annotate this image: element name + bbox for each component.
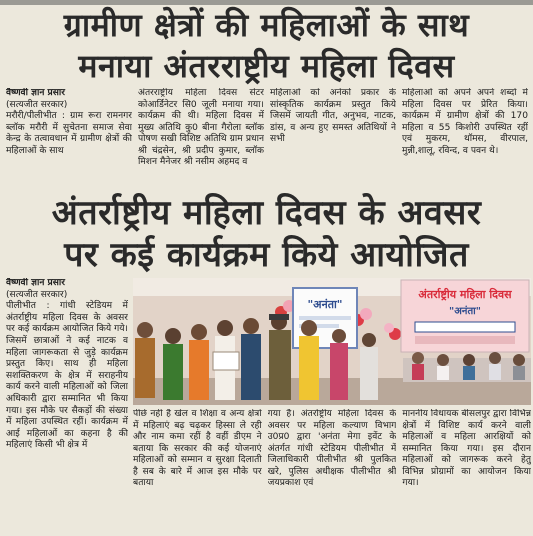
story1-col1-text: मरौरी/पीलीभीत : ग्राम रूरा रामनगर ब्लॉक मरौरी में सुचेतना समाज सेवा केन्द्र के तत्वावधान में ग्रामीण क्षेत्रों की महिलाओं के साथ bbox=[6, 111, 132, 156]
story2-headline-line2: पर कई कार्यक्रम किये आयोजित bbox=[64, 235, 469, 275]
story1-headline-line1: ग्रामीण क्षेत्रों की महिलाओं के साथ bbox=[63, 6, 470, 44]
story1-column-1 bbox=[6, 88, 132, 192]
story2-col3-text: माननीय विधायक बीसलपुर द्वारा विभिन्न क्षेत्रों में विशिष्ट कार्य करने वाली महिलाओं व महिला आरक्षियों को सम्मानित किया गया। इस दौरान महिलाओं को जागरूक करने हेतु विभिन्न प्रोग्रामों का आयोजन किया गया। bbox=[402, 409, 532, 488]
event-photo-illustration bbox=[133, 278, 531, 405]
story1-body bbox=[6, 88, 528, 192]
story1-byline: वैष्णवी ज्ञान प्रसार bbox=[6, 88, 65, 98]
story1-column-4 bbox=[402, 88, 528, 192]
story2-body bbox=[133, 409, 531, 536]
top-edge-strip bbox=[0, 0, 533, 5]
story2-headline-line1: अंतर्राष्ट्रीय महिला दिवस के अवसर bbox=[51, 193, 482, 233]
story2-left-text: पीलीभीत : गांधी स्टेडियम में अंतर्राष्ट्रीय महिला दिवस के अवसर पर कई कार्यक्रम आयोजित किये गये। जिसमें छात्राओं ने कई नाटक व महिला जागरूकता से जुड़े कार्यक्रम प्रस्तुत किए। साथ ही महिला सशक्तिकरण के क्षेत्र में सराहनीय कार्य करने वाली महिलाओं को जिला अधिकारी द्वारा सम्मानित भी किया गया। इस मौके पर सैकड़ों की संख्या में महिला उपस्थित रहीं। कार्यक्रम में आई महिलाओं का कहना है की महिलाएं किसी भी क्षेत्र में bbox=[6, 301, 128, 451]
story1-col4-text: महिलाओं को अपने अपने शब्दों में महिला दिवस पर प्रेरित किया। कार्यक्रम में ग्रामीण क्षेत्रों की 170 महिला व 55 किशोरी उपस्थित रहीं एवं मुकरम, थॉमस, वीरपाल, मुन्नी,शालू, रविन्द, व पवन थे। bbox=[402, 88, 528, 156]
story2-byline-note: (सत्यजीत सरकार) bbox=[6, 289, 68, 300]
story1-col3-text: महिलाओं को अनेकों प्रकार के सांस्कृतिक कार्यक्रम प्रस्तुत किये जिसमें जायती गीत, अनुभव, नाटक, डांस, व अन्य हुए समस्त अतिथियों ने सभी bbox=[270, 88, 396, 144]
story1-byline-note: (सत्यजीत सरकार) bbox=[6, 99, 68, 110]
story1-headline-line2: मनाया अंतरराष्ट्रीय महिला दिवस bbox=[78, 47, 455, 85]
story2-column-3 bbox=[402, 409, 531, 536]
event-banner bbox=[401, 280, 529, 352]
story1-col2-text: अंतरराष्ट्रीय महिला दिवस सेंटर कोआर्डिनेटर सि0 जूली मनाया गया। कार्यक्रम की थी। महिला दिवस में मुख्य अतिथि कु0 बीना गैरोला ब्लॉक पोषण सखी विशिष्ट अतिथि ग्राम प्रधान श्री चंद्रसेन, श्री प्रदीप कुमार, ब्लॉक मिशन मैनेजर श्री नसीम अहमद व bbox=[138, 88, 264, 167]
story1-column-3 bbox=[270, 88, 396, 192]
story2-col1-text: पीछे नही है खेल व शिक्षा व अन्य क्षेत्रों में महिलाएं बढ़ चढ़कर हिस्सा ले रही और नाम कमा रहीं है वहीं डीएम ने बताया कि सरकार की कई योजनाएं महिलाओं को सम्मान व सुरक्षा दिलाती है सब के बारे में आज इस मौके पर बताया bbox=[133, 409, 262, 488]
story2-col2-text: गया है। अंतर्राष्ट्रीय महिला दिवस के अवसर पर महिला कल्याण विभाग उ0प्र0 द्वारा 'अनंता मेगा इवेंट के अंतर्गत गांधी स्टेडियम पीलीभीत में जिलाधिकारी पीलीभीत श्री पुलकित खरे, पुलिस अधीक्षक पीलीभीत श्री जयप्रकाश एवं bbox=[267, 409, 397, 488]
story1-column-2 bbox=[138, 88, 264, 192]
story2-column-1 bbox=[133, 409, 262, 536]
standee-name: "अनंता" bbox=[307, 298, 343, 311]
story2-left-column bbox=[6, 278, 128, 536]
story2-byline: वैष्णवी ज्ञान प्रसार bbox=[6, 278, 65, 288]
story2-column-2 bbox=[268, 409, 397, 536]
event-photo bbox=[133, 278, 531, 405]
banner-name: "अनंता" bbox=[449, 306, 481, 317]
banner-title: अंतर्राष्ट्रीय महिला दिवस bbox=[418, 288, 512, 301]
